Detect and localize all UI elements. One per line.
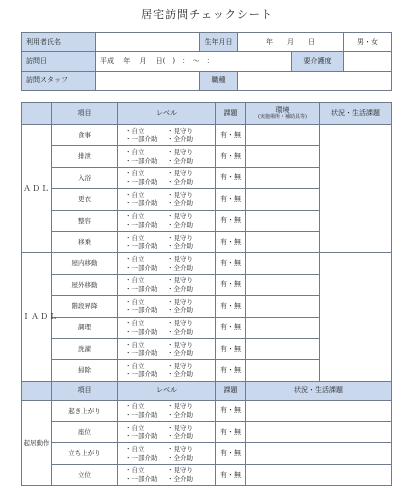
env-field[interactable] bbox=[246, 296, 320, 317]
life-issue-field[interactable] bbox=[246, 443, 392, 464]
item-label: 階段昇降 bbox=[52, 296, 118, 317]
env-field[interactable] bbox=[246, 210, 320, 231]
table-row bbox=[22, 464, 392, 485]
table-row bbox=[22, 422, 392, 443]
item-label: 立ち上がり bbox=[52, 443, 118, 464]
env-field[interactable] bbox=[246, 253, 320, 274]
item-label: 整容 bbox=[52, 210, 118, 231]
level-options[interactable]: ・自立 ・見守り ・一部介助 ・全介助 bbox=[118, 422, 216, 443]
visitor-info-table bbox=[21, 32, 392, 91]
issue-toggle[interactable]: 有・無 bbox=[216, 338, 246, 359]
issue-toggle[interactable]: 有・無 bbox=[216, 189, 246, 210]
check-table bbox=[21, 102, 392, 486]
level-options[interactable]: ・自立 ・見守り ・一部介助 ・全介助 bbox=[118, 400, 216, 421]
job-field[interactable] bbox=[238, 71, 392, 90]
name-label: 利用者氏名 bbox=[22, 33, 96, 52]
group-label: ＡＤＬ bbox=[22, 125, 52, 253]
issue-toggle[interactable]: 有・無 bbox=[216, 253, 246, 274]
table-row bbox=[22, 400, 392, 421]
item-label: 起き上がり bbox=[52, 400, 118, 421]
staff-label: 訪問スタッフ bbox=[22, 71, 96, 90]
visit-date-label: 訪問日 bbox=[22, 52, 96, 71]
name-field[interactable] bbox=[96, 33, 200, 52]
life-issue-field[interactable] bbox=[246, 464, 392, 485]
issue-toggle[interactable]: 有・無 bbox=[216, 360, 246, 381]
item-label: 座位 bbox=[52, 422, 118, 443]
group-label: 起居動作 bbox=[22, 400, 52, 486]
item-label: 調理 bbox=[52, 317, 118, 338]
level-options[interactable]: ・自立 ・見守り ・一部介助 ・全介助 bbox=[118, 231, 216, 252]
item-label: 排泄 bbox=[52, 146, 118, 167]
table-row bbox=[22, 253, 392, 274]
table-row bbox=[22, 125, 392, 146]
env-field[interactable] bbox=[246, 338, 320, 359]
visit-date-field[interactable]: 平成 年 月 日( ) ： ～ ： bbox=[96, 52, 292, 71]
col-level-header: レベル bbox=[118, 381, 216, 400]
gender-field[interactable]: 男・女 bbox=[344, 33, 392, 52]
page-title: 居宅訪問チェックシート bbox=[141, 8, 273, 21]
level-options[interactable]: ・自立 ・見守り ・一部介助 ・全介助 bbox=[118, 464, 216, 485]
item-label: 入浴 bbox=[52, 167, 118, 188]
item-label: 洗濯 bbox=[52, 338, 118, 359]
col-item-header: 項目 bbox=[52, 103, 118, 125]
col-life-header: 状況・生活課題 bbox=[246, 381, 392, 400]
item-label: 移乗 bbox=[52, 231, 118, 252]
env-field[interactable] bbox=[246, 317, 320, 338]
care-level-field[interactable] bbox=[344, 52, 392, 71]
table-row bbox=[22, 443, 392, 464]
issue-toggle[interactable]: 有・無 bbox=[216, 167, 246, 188]
issue-toggle[interactable]: 有・無 bbox=[216, 443, 246, 464]
env-field[interactable] bbox=[246, 360, 320, 381]
item-label: 屋内移動 bbox=[52, 253, 118, 274]
level-options[interactable]: ・自立 ・見守り ・一部介助 ・全介助 bbox=[118, 338, 216, 359]
issue-toggle[interactable]: 有・無 bbox=[216, 464, 246, 485]
issue-toggle[interactable]: 有・無 bbox=[216, 317, 246, 338]
col-issue-header: 課題 bbox=[216, 381, 246, 400]
group-label: ＩＡＤＬ bbox=[22, 253, 52, 381]
item-label: 屋外移動 bbox=[52, 274, 118, 295]
issue-toggle[interactable]: 有・無 bbox=[216, 274, 246, 295]
col-issue-header: 課題 bbox=[216, 103, 246, 125]
life-issue-field[interactable] bbox=[246, 422, 392, 443]
level-options[interactable]: ・自立 ・見守り ・一部介助 ・全介助 bbox=[118, 125, 216, 146]
issue-toggle[interactable]: 有・無 bbox=[216, 422, 246, 443]
level-options[interactable]: ・自立 ・見守り ・一部介助 ・全介助 bbox=[118, 274, 216, 295]
issue-toggle[interactable]: 有・無 bbox=[216, 146, 246, 167]
level-options[interactable]: ・自立 ・見守り ・一部介助 ・全介助 bbox=[118, 210, 216, 231]
env-field[interactable] bbox=[246, 167, 320, 188]
issue-toggle[interactable]: 有・無 bbox=[216, 210, 246, 231]
issue-toggle[interactable]: 有・無 bbox=[216, 125, 246, 146]
birth-label: 生年月日 bbox=[200, 33, 238, 52]
life-issue-field[interactable] bbox=[320, 253, 392, 381]
level-options[interactable]: ・自立 ・見守り ・一部介助 ・全介助 bbox=[118, 360, 216, 381]
item-label: 掃除 bbox=[52, 360, 118, 381]
item-label: 立位 bbox=[52, 464, 118, 485]
care-level-label: 要介護度 bbox=[292, 52, 344, 71]
life-issue-field[interactable] bbox=[320, 125, 392, 253]
birth-field[interactable]: 年 月 日 bbox=[238, 33, 344, 52]
issue-toggle[interactable]: 有・無 bbox=[216, 231, 246, 252]
job-label: 職種 bbox=[200, 71, 238, 90]
level-options[interactable]: ・自立 ・見守り ・一部介助 ・全介助 bbox=[118, 253, 216, 274]
env-field[interactable] bbox=[246, 146, 320, 167]
level-options[interactable]: ・自立 ・見守り ・一部介助 ・全介助 bbox=[118, 317, 216, 338]
env-field[interactable] bbox=[246, 274, 320, 295]
col-env-header: 環境 (実施場所・補助具等) bbox=[246, 103, 320, 125]
staff-field[interactable] bbox=[96, 71, 200, 90]
item-label: 更衣 bbox=[52, 189, 118, 210]
level-options[interactable]: ・自立 ・見守り ・一部介助 ・全介助 bbox=[118, 189, 216, 210]
issue-toggle[interactable]: 有・無 bbox=[216, 400, 246, 421]
level-options[interactable]: ・自立 ・見守り ・一部介助 ・全介助 bbox=[118, 296, 216, 317]
item-label: 食事 bbox=[52, 125, 118, 146]
env-field[interactable] bbox=[246, 189, 320, 210]
level-options[interactable]: ・自立 ・見守り ・一部介助 ・全介助 bbox=[118, 146, 216, 167]
col-life-header: 状況・生活課題 bbox=[320, 103, 392, 125]
env-field[interactable] bbox=[246, 125, 320, 146]
col-level-header: レベル bbox=[118, 103, 216, 125]
col-item-header: 項目 bbox=[52, 381, 118, 400]
issue-toggle[interactable]: 有・無 bbox=[216, 296, 246, 317]
life-issue-field[interactable] bbox=[246, 400, 392, 421]
level-options[interactable]: ・自立 ・見守り ・一部介助 ・全介助 bbox=[118, 167, 216, 188]
level-options[interactable]: ・自立 ・見守り ・一部介助 ・全介助 bbox=[118, 443, 216, 464]
env-field[interactable] bbox=[246, 231, 320, 252]
